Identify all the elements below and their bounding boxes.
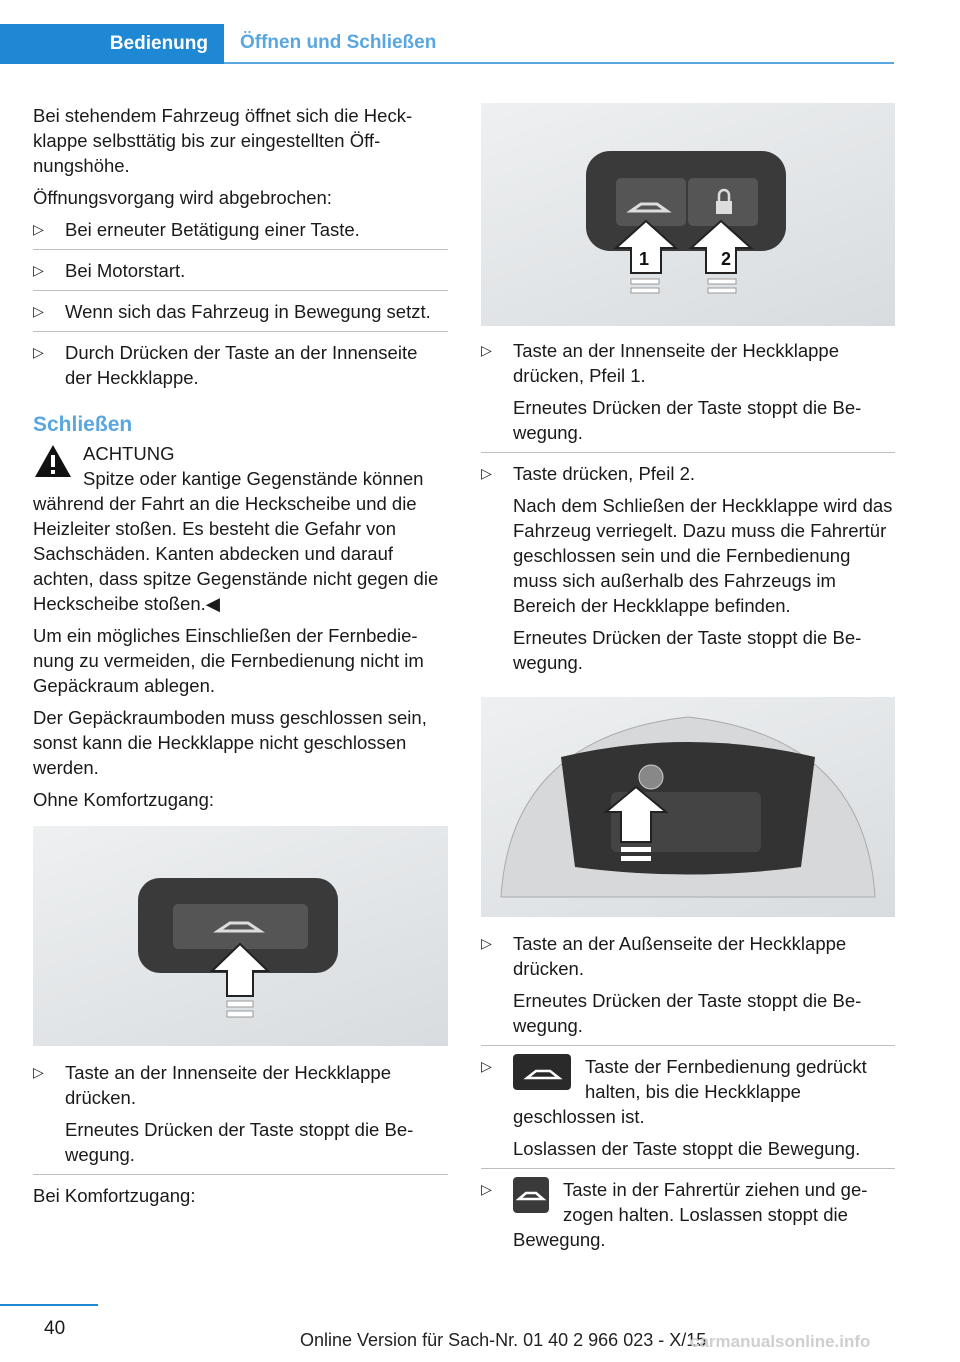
car-trunk-icon <box>513 1054 571 1090</box>
section-heading: Schließen <box>33 413 133 436</box>
divider <box>481 1168 895 1169</box>
warning-triangle-icon <box>33 443 73 485</box>
page-number: 40 <box>44 1318 66 1339</box>
left-column <box>33 103 448 1215</box>
warning-box <box>33 441 448 466</box>
warning-title: ACHTUNG <box>83 443 175 464</box>
chapter-tab: Bedienung <box>0 24 224 64</box>
paragraph: Bei stehendem Fahrzeug öffnet sich die Heckklappe selbsttätig bis zur eingestellten Öffnungshöhe. <box>33 105 413 176</box>
triangle-right-icon: ▷ <box>481 1181 492 1197</box>
paragraph: Um ein mögliches Einschließen der Fernbedienung zu vermeiden, die Fernbedienung nicht im Gepäckraum ablegen. <box>33 625 424 696</box>
list-item: ▷ Taste an der Innenseite der Heckklappe drücken. Erneutes Drücken der Taste stoppt die Bewegung. <box>33 1062 414 1165</box>
car-trunk-icon <box>513 1177 549 1213</box>
watermark: carmanualsonline.info <box>690 1332 871 1351</box>
divider <box>481 1045 895 1046</box>
tailgate-image <box>481 697 895 917</box>
arrow-label-1: 1 <box>639 249 650 269</box>
triangle-right-icon: ▷ <box>33 221 44 237</box>
section-title: Öffnen und Schließen <box>224 24 894 64</box>
paragraph: Der Gepäckraumboden muss geschlossen sein, sonst kann die Heckklappe nicht geschlossen werden. <box>33 707 427 778</box>
triangle-right-icon: ▷ <box>481 1058 492 1074</box>
triangle-right-icon: ▷ <box>481 935 492 951</box>
divider <box>33 1174 448 1175</box>
list-item: ▷ Wenn sich das Fahrzeug in Bewegung setzt. <box>33 301 431 322</box>
paragraph: Ohne Komfortzugang: <box>33 789 214 810</box>
arrow-label-2: 2 <box>721 249 732 269</box>
list-item: ▷ Taste der Fernbedienung gedrückt halten, bis die Heckklappe geschlossen ist. Loslassen der Taste stoppt die Bewegung. <box>481 1056 867 1159</box>
footer-line <box>0 1304 98 1306</box>
divider <box>33 249 448 250</box>
online-version: Online Version für Sach-Nr. 01 40 2 966 023 - X/15 <box>300 1330 707 1350</box>
paragraph: Bei Komfortzugang: <box>33 1185 196 1206</box>
triangle-right-icon: ▷ <box>33 344 44 360</box>
list-item: ▷ Taste an der Außenseite der Heckklappe drücken. Erneutes Drücken der Taste stoppt die Bewegung. <box>481 933 862 1036</box>
warning-text: Spitze oder kantige Gegenstände können während der Fahrt an die Heckscheibe und die Heizleiter stoßen. Es besteht die Gefahr von Sachschäden. Kanten abdecken und darauf achten, dass spitze Gegenstände nicht gegen die Heckscheibe stoßen.◀ <box>33 468 439 614</box>
interior-buttons-image <box>481 103 895 326</box>
list-item: ▷ Taste an der Innenseite der Heckklappe drücken, Pfeil 1. Erneutes Drücken der Taste stoppt die Bewegung. <box>481 340 862 443</box>
triangle-right-icon: ▷ <box>481 342 492 358</box>
list-item: ▷ Durch Drücken der Taste an der Innenseite der Heckklappe. <box>33 342 418 388</box>
right-column <box>481 103 895 1259</box>
list-item: ▷ Taste in der Fahrertür ziehen und gezogen halten. Loslassen stoppt die Bewegung. <box>481 1179 868 1250</box>
trunk-button-image <box>33 826 448 1046</box>
triangle-right-icon: ▷ <box>33 262 44 278</box>
triangle-right-icon: ▷ <box>33 1064 44 1080</box>
divider <box>33 331 448 332</box>
triangle-right-icon: ▷ <box>481 465 492 481</box>
list-item: ▷ Bei erneuter Betätigung einer Taste. <box>33 219 360 240</box>
triangle-right-icon: ▷ <box>33 303 44 319</box>
paragraph: Öffnungsvorgang wird abgebrochen: <box>33 187 332 208</box>
list-item: ▷ Bei Motorstart. <box>33 260 186 281</box>
divider <box>33 290 448 291</box>
list-item: ▷ Taste drücken, Pfeil 2. Nach dem Schließen der Heckklappe wird das Fahrzeug verriegelt. Dazu muss die Fahrertür geschlossen sein und die Fernbedienung muss sich außerhalb des Fahrzeugs im Bereich der Heckklappe befinden. Erneutes Drücken der Taste stoppt die Bewegung. <box>481 463 893 673</box>
divider <box>481 452 895 453</box>
